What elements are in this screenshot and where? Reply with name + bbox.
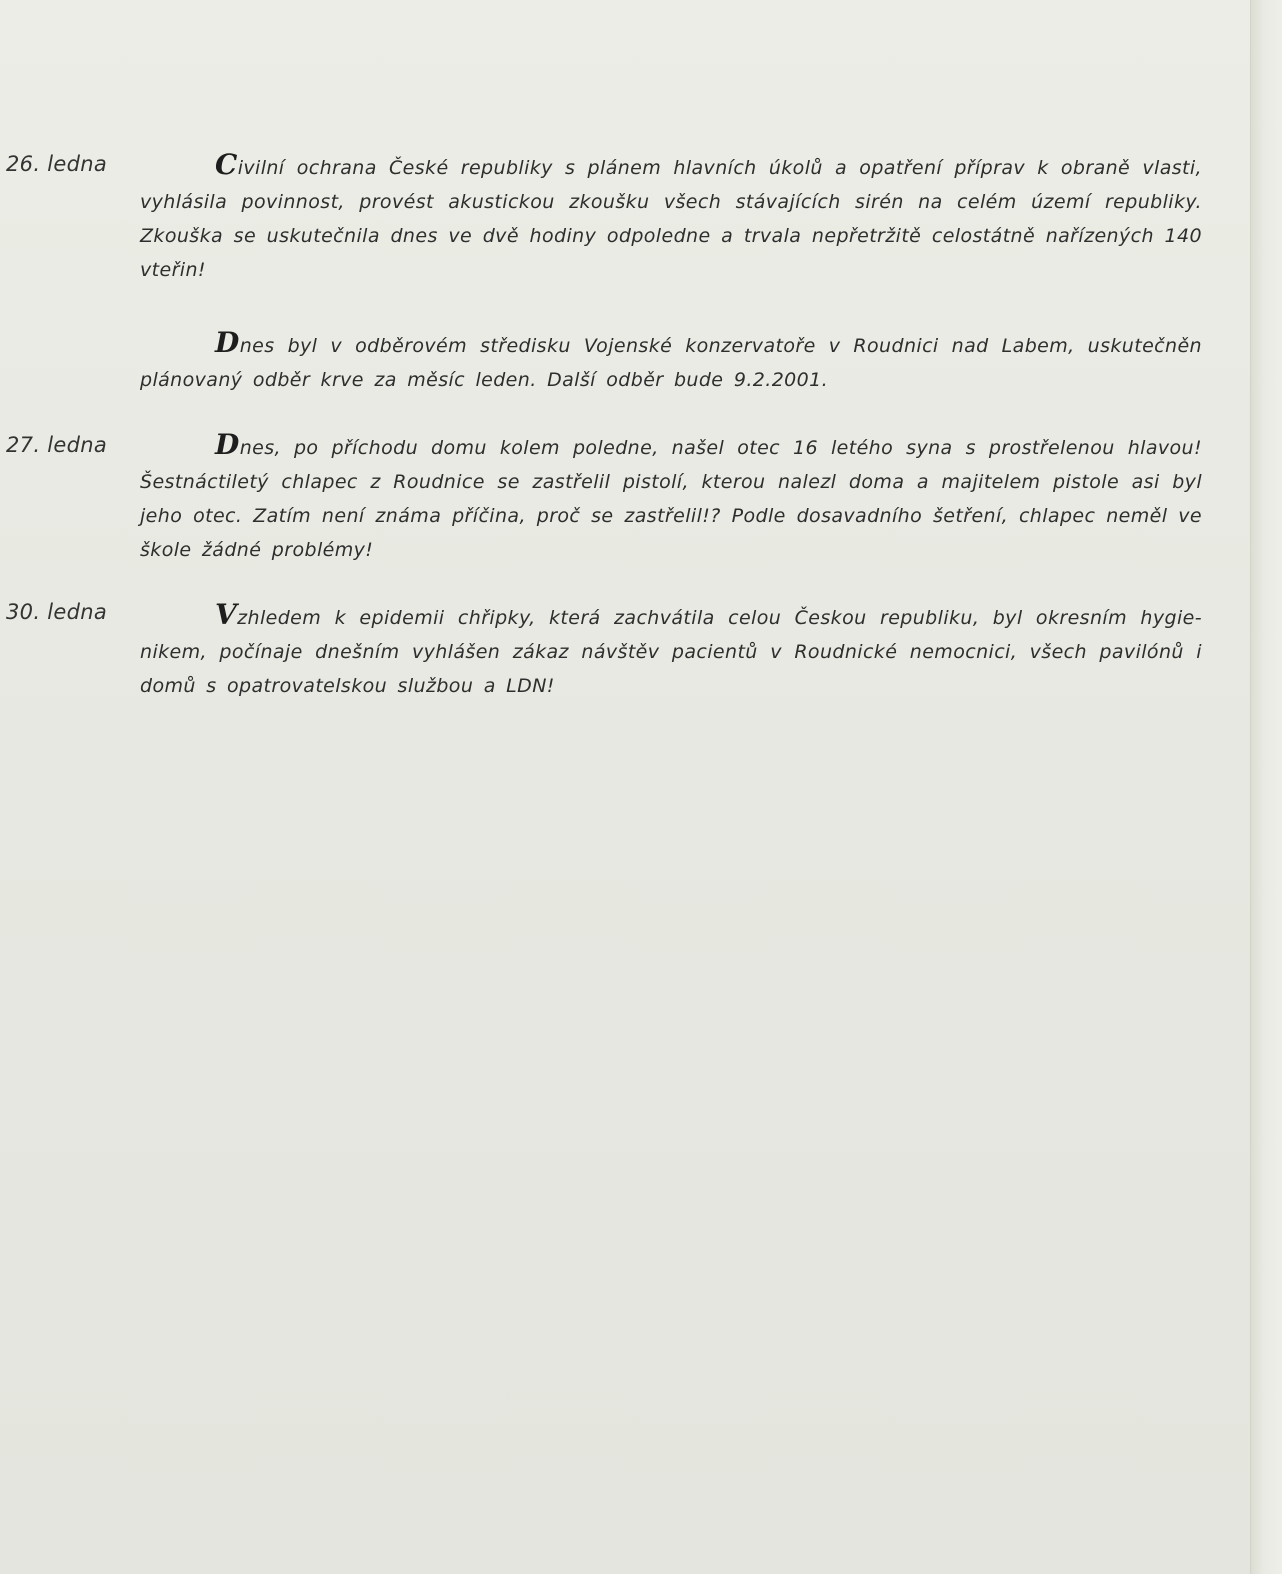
entry-date: 30. ledna — [6, 600, 108, 624]
entry-date: 26. ledna — [6, 152, 108, 176]
drop-initial: D — [215, 428, 240, 461]
entry-date: 27. ledna — [6, 433, 108, 457]
entry-paragraph — [140, 428, 1202, 567]
entry-paragraph — [140, 326, 1202, 397]
drop-initial: V — [215, 598, 238, 631]
entry-paragraph — [140, 148, 1202, 287]
paragraph-text: ivilní ochrana České republiky s plánem hlavních úkolů a opatření příprav k obraně vlasti, vyhlásila povinnost, provést akustickou zkoušku všech stávajících sirén na celém území republiky. Zkouška se uskutečnila dnes ve dvě hodiny odpoledne a trvala nepřetržitě celostátně nařízených 140 vteřin! — [140, 157, 1202, 281]
paragraph-text: zhledem k epidemii chřipky, která zachvátila celou Českou republiku, byl okresním hygie-nikem, počínaje dnešním vyhlášen zákaz návštěv pacientů v Roudnické nemocnici, všech pavilónů i domů s opatrovatelskou službou a LDN! — [140, 607, 1202, 697]
paragraph-text: nes, po příchodu domu kolem poledne, našel otec 16 letého syna s prostřelenou hlavou! Šestnáctiletý chlapec z Roudnice se zastřelil pistolí, kterou nalezl doma a majitelem pistole asi byl jeho otec. Zatím není známa příčina, proč se zastřelil!? Podle dosavadního šetření, chlapec neměl ve škole žádné problémy! — [140, 437, 1202, 561]
drop-initial: D — [215, 326, 240, 359]
entry-paragraph — [140, 598, 1202, 703]
page-edge — [1250, 0, 1282, 1574]
paragraph-text: nes byl v odběrovém středisku Vojenské konzervatoře v Roudnici nad Labem, uskutečněn plánovaný odběr krve za měsíc leden. Další odběr bude 9.2.2001. — [140, 335, 1202, 391]
drop-initial: C — [215, 148, 238, 181]
